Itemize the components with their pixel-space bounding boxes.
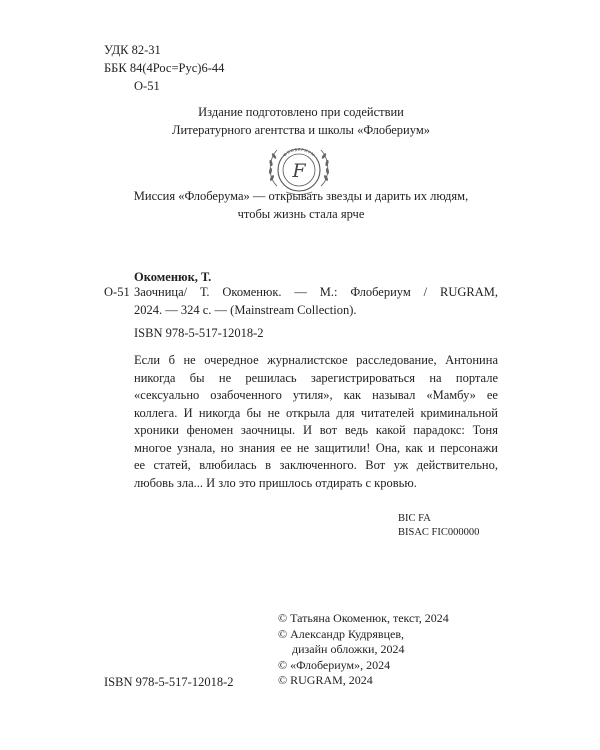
udk-code: УДК 82-31 xyxy=(104,43,161,57)
mission-statement xyxy=(104,188,498,223)
classification-block xyxy=(104,42,224,96)
annotation-line: любовь зла... И зло это пришлось отдирать с кровью. xyxy=(134,475,417,490)
catalog-code: О-51 xyxy=(104,285,130,299)
svg-text:ФЛОБЕРИУМ: ФЛОБЕРИУМ xyxy=(282,146,316,158)
copyright-block xyxy=(278,611,449,689)
svg-text:F: F xyxy=(292,160,306,182)
mission-line: Миссия «Флоберума» — открывать звезды и дарить их людям, xyxy=(133,189,469,203)
bibliographic-line: 2024. — 324 с. — (Mainstream Collection). xyxy=(134,302,357,317)
copyright-line: дизайн обложки, 2024 xyxy=(292,642,405,656)
annotation-line: Если б не очередное журналистское расследование, Антонина xyxy=(134,353,498,367)
bic-code: BIC FA xyxy=(398,513,431,524)
author-mark: О-51 xyxy=(134,79,160,93)
support-note-line: Литературного агентства и школы «Флобериум» xyxy=(171,122,430,137)
copyright-line: © RUGRAM, 2024 xyxy=(278,673,373,687)
bibliographic-line: Заочница/ Т. Окоменюк. — М.: Флобериум / RUGRAM, xyxy=(134,285,498,299)
author-heading: Окоменюк, Т. xyxy=(134,270,212,284)
annotation-line: коллега. И никогда бы не открыла для читателей криминальной xyxy=(134,405,498,420)
bbk-code: ББК 84(4Рос=Рус)6-44 xyxy=(104,61,225,75)
support-note xyxy=(104,104,498,139)
mission-line: чтобы жизнь стала ярче xyxy=(237,206,365,221)
annotation-line: многое узнала, но знания ее не защитили! Она, как и персонажи xyxy=(134,440,498,455)
annotation xyxy=(134,352,498,492)
isbn-bottom: ISBN 978-5-517-12018-2 xyxy=(104,675,234,689)
copyright-line: © Александр Кудрявцев, xyxy=(278,626,405,641)
bibliographic-description xyxy=(134,284,498,319)
support-note-line: Издание подготовлено при содействии xyxy=(198,105,404,119)
annotation-line: никогда бы не решилась зарегистрироваться на портале xyxy=(134,370,498,385)
annotation-line: хроники феномен заочницы. И вот ведь какой парадокс: Тоня xyxy=(134,423,498,437)
subject-codes xyxy=(398,512,479,540)
copyright-line: © «Флобериум», 2024 xyxy=(278,657,391,672)
copyright-line: © Татьяна Окоменюк, текст, 2024 xyxy=(278,611,449,625)
annotation-line: ее статей, влюбилась в заключенного. Вот уж действительно, xyxy=(134,458,498,472)
bisac-code: BISAC FIC000000 xyxy=(398,527,480,538)
isbn-main: ISBN 978-5-517-12018-2 xyxy=(134,326,264,340)
annotation-line: «сексуально озабоченного утиля», как называл «Мамбу» ее xyxy=(134,388,498,402)
